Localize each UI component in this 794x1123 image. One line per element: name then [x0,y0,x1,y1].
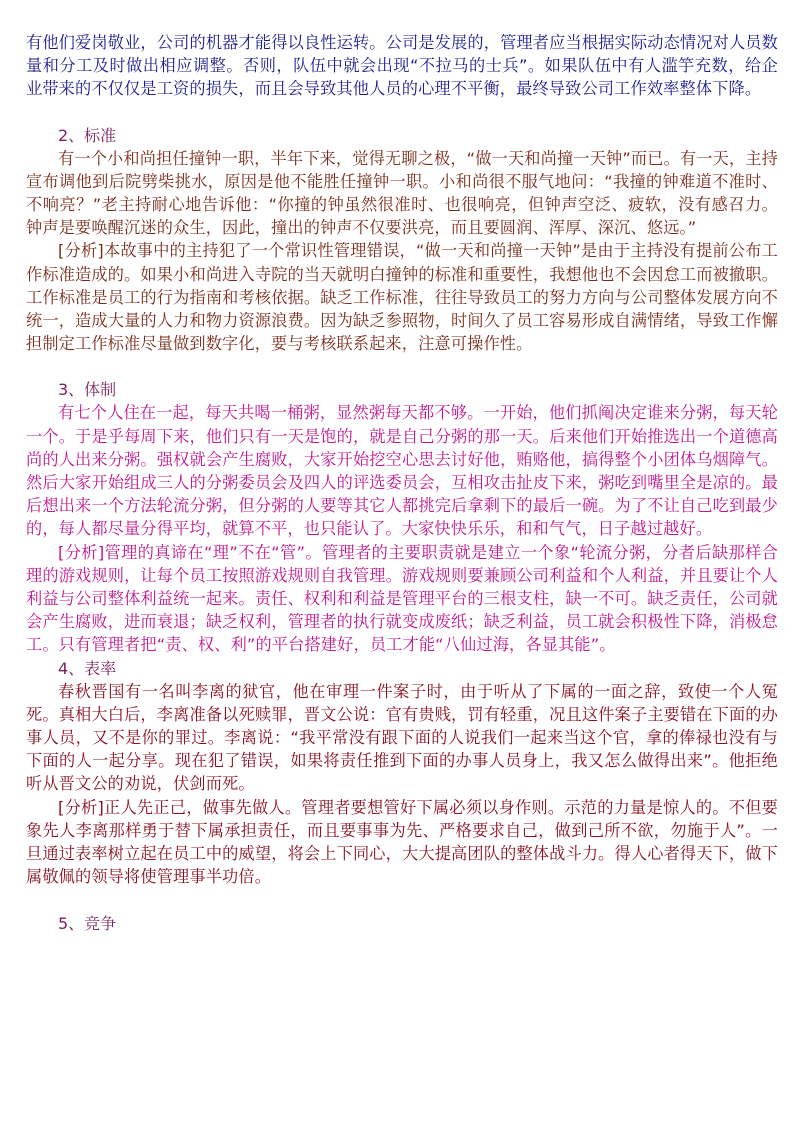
system-analysis-paragraph: [分析]管理的真谛在“理”不在“管”。管理者的主要职责就是建立一个象“轮流分粥，分者后缺那样合理的游戏规则，让每个员工按照游戏规则自我管理。游戏规则要兼顾公司利益和个人利益，并且要让个人利益与公司整体利益统一起来。责任、权利和利益是管理平台的三根支柱，缺一不可。缺乏责任，公司就会产生腐败，进而衰退；缺乏权利，管理者的执行就变成废纸；缺乏利益，员工就会积极性下降，消极怠工。只有管理者把“责、权、利”的平台搭建好，员工才能“八仙过海，各显其能”。 [26,542,778,655]
standard-analysis-paragraph: [分析]本故事中的主持犯了一个常识性管理错误，“做一天和尚撞一天钟”是由于主持没有提前公布工作标准造成的。如果小和尚进入寺院的当天就明白撞钟的标准和重要性，我想他也不会因怠工而被撤职。工作标准是员工的行为指南和考核依据。缺乏工作标准，往往导致员工的努力方向与公司整体发展方向不统一，造成大量的人力和物力资源浪费。因为缺乏参照物，时间久了员工容易形成自满情绪，导致工作懈担制定工作标准尽量做到数字化，要与考核联系起来，注意可操作性。 [26,241,778,354]
section-heading-system: 3、体制 [58,380,117,400]
section-heading-example: 4、表率 [58,658,117,678]
spacer [26,889,778,912]
standard-story-paragraph: 有一个小和尚担任撞钟一职，半年下来，觉得无聊之极，“做一天和尚撞一天钟”而已。有一天，主持宣布调他到后院劈柴挑水，原因是他不能胜任撞钟一职。小和尚很不服气地问：“我撞的钟难道不准时、不响亮？”老主持耐心地告诉他：“你撞的钟虽然很准时、也很响亮，但钟声空泛、疲软，没有感召力。钟声是要唤醒沉迷的众生，因此，撞出的钟声不仅要洪亮，而且要圆润、浑厚、深沉、悠远。” [26,148,778,238]
section-heading-competition: 5、竞争 [58,913,117,933]
intro-paragraph: 有他们爱岗敬业，公司的机器才能得以良性运转。公司是发展的，管理者应当根据实际动态情况对人员数量和分工及时做出相应调整。否则，队伍中就会出现“不拉马的士兵”。如果队伍中有人滥竽充数，给企业带来的不仅仅是工资的损失，而且会导致其他人员的心理不平衡，最终导致公司工作效率整体下降。 [26,33,778,99]
example-analysis-paragraph: [分析]正人先正己，做事先做人。管理者要想管好下属必须以身作则。示范的力量是惊人的。不但要象先人李离那样勇于替下属承担责任，而且要事事为先、严格要求自己，做到己所不欲，勿施于人”。一旦通过表率树立起在员工中的威望，将会上下同心，大大提高团队的整体战斗力。得人心者得天下，做下属敬佩的领导将使管理事半功倍。 [26,797,778,887]
spacer [26,355,778,378]
spacer [26,101,778,124]
section-heading-standard: 2、标准 [58,125,117,145]
document-page [26,0,778,935]
example-story-paragraph: 春秋晋国有一名叫李离的狱官，他在审理一件案子时，由于听从了下属的一面之辞，致使一个人冤死。真相大白后，李离准备以死赎罪，晋文公说：官有贵贱，罚有轻重，况且这件案子主要错在下面的办事人员，又不是你的罪过。李离说：“我平常没有跟下面的人说我们一起来当这个官，拿的俸禄也没有与下面的人一起分享。现在犯了错误，如果将责任推到下面的办事人员身上，我又怎么做得出来”。他拒绝听从晋文公的劝说，伏剑而死。 [26,681,778,794]
system-story-paragraph: 有七个人住在一起，每天共喝一桶粥，显然粥每天都不够。一开始，他们抓阄决定谁来分粥，每天轮一个。于是乎每周下来，他们只有一天是饱的，就是自己分粥的那一天。后来他们开始推选出一个道德高尚的人出来分粥。强权就会产生腐败，大家开始挖空心思去讨好他，贿赂他，搞得整个小团体乌烟障气。然后大家开始组成三人的分粥委员会及四人的评选委员会，互相攻击扯皮下来，粥吃到嘴里全是凉的。最后想出来一个方法轮流分粥，但分粥的人要等其它人都挑完后拿剩下的最后一碗。为了不让自己吃到最少的，每人都尽量分得平均，就算不平，也只能认了。大家快快乐乐，和和气气，日子越过越好。 [26,403,778,539]
